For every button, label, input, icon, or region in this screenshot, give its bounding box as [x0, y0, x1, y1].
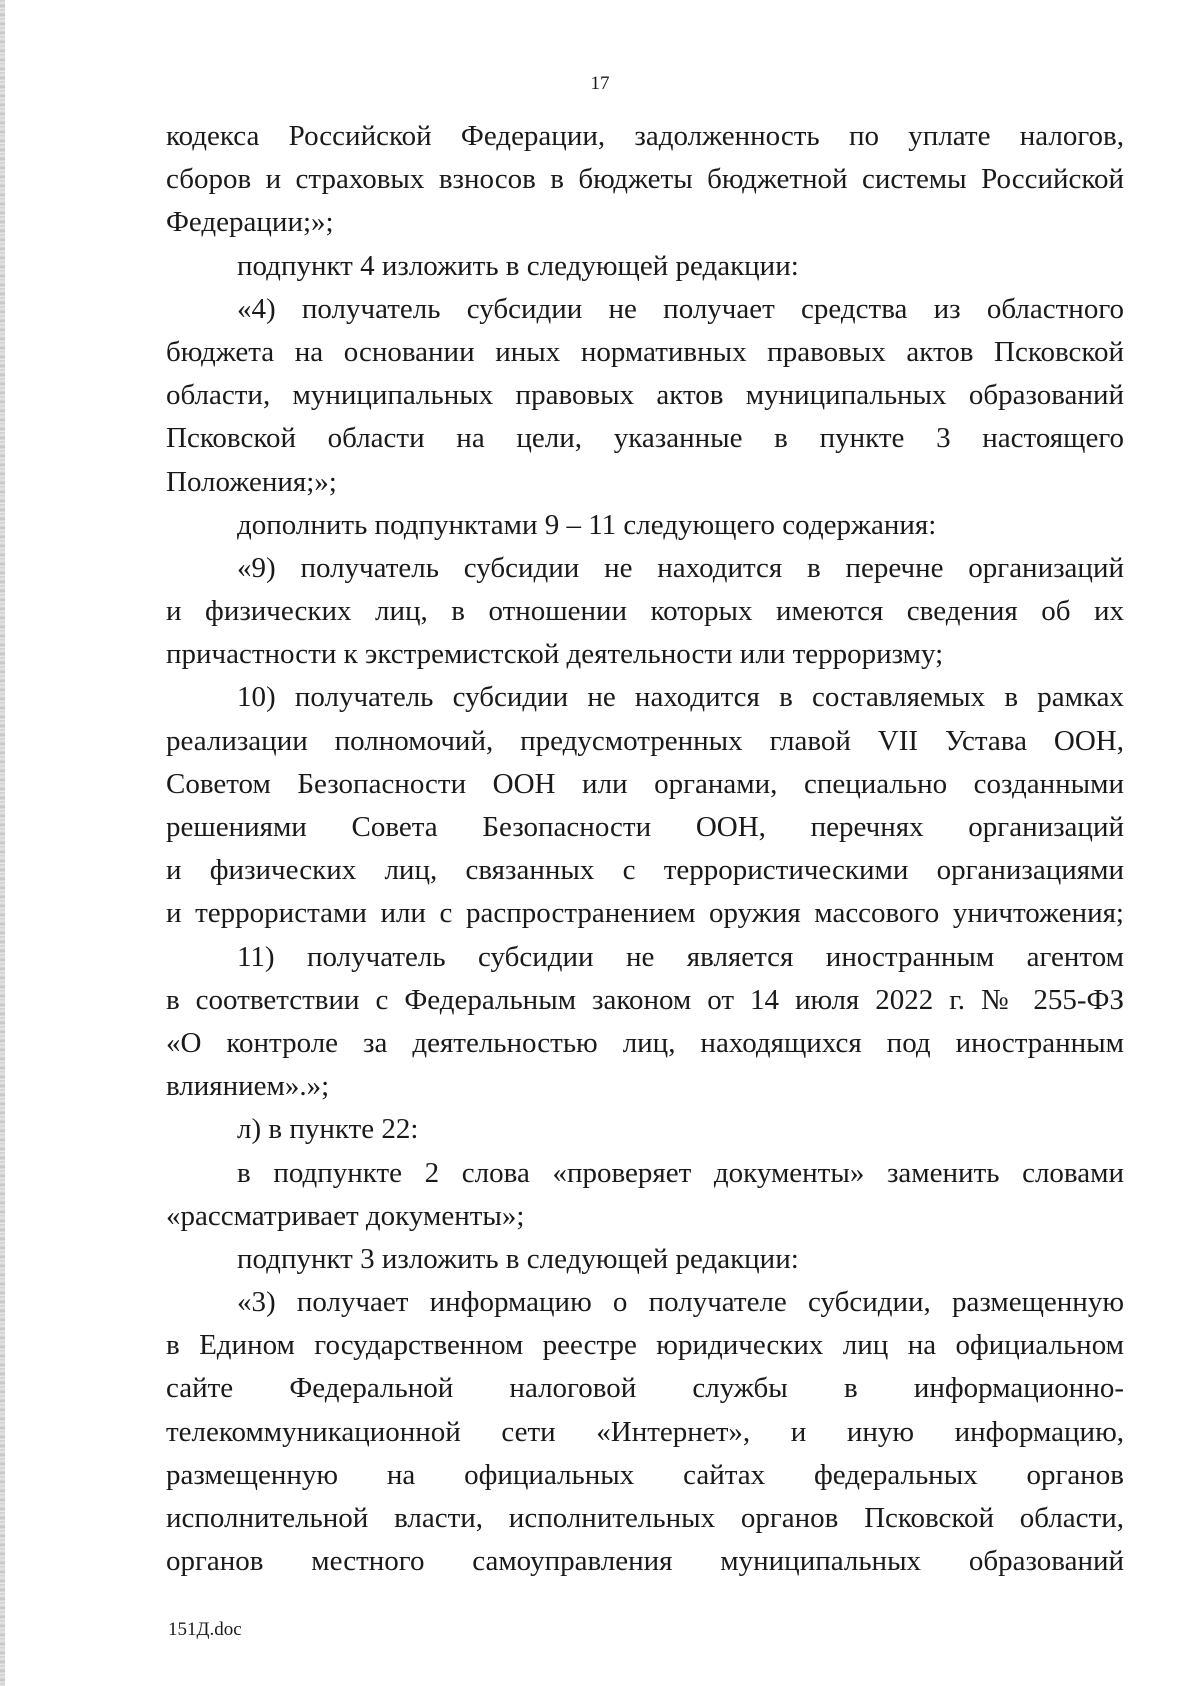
- text-line: «4) получатель субсидии не получает средства из областного: [237, 292, 1124, 325]
- text-line: «9) получатель субсидии не находится в перечне организаций: [237, 551, 1124, 584]
- text-line: телекоммуникационной сети «Интернет», и иную информацию,: [166, 1415, 1124, 1448]
- text-line: в Едином государственном реестре юридических лиц на официальном: [166, 1329, 1124, 1362]
- text-line: подпункт 3 изложить в следующей редакции:: [237, 1242, 799, 1275]
- page-number: 17: [590, 73, 610, 94]
- text-line: и физических лиц, связанных с террористическими организациями: [166, 854, 1124, 887]
- text-line: 10) получатель субсидии не находится в составляемых в рамках: [237, 681, 1124, 714]
- text-line: Псковской области на цели, указанные в пункте 3 настоящего: [166, 422, 1124, 455]
- text-line: «3) получает информацию о получателе субсидии, размещенную: [237, 1286, 1124, 1319]
- text-line: сборов и страховых взносов в бюджеты бюджетной системы Российской: [166, 163, 1124, 196]
- text-line: 11) получатель субсидии не является иностранным агентом: [237, 940, 1124, 973]
- text-line: «рассматривает документы»;: [166, 1199, 525, 1232]
- text-line: в подпункте 2 слова «проверяет документы» заменить словами: [237, 1156, 1124, 1189]
- text-line: причастности к экстремистской деятельности или терроризму;: [166, 638, 944, 671]
- text-line: влиянием».»;: [166, 1070, 330, 1103]
- text-line: исполнительной власти, исполнительных органов Псковской области,: [166, 1502, 1124, 1534]
- scan-edge-artifact: [0, 0, 5, 1686]
- text-line: и террористами или с распространением оружия массового уничтожения;: [166, 897, 1124, 930]
- file-name-footer: 151Д.doc: [168, 1619, 242, 1640]
- text-line: «О контроле за деятельностью лиц, находящихся под иностранным: [166, 1026, 1124, 1059]
- text-line: органов местного самоуправления муниципальных образований: [166, 1545, 1124, 1578]
- text-line: сайте Федеральной налоговой службы в информационно-: [166, 1372, 1124, 1405]
- text-line: размещенную на официальных сайтах федеральных органов: [166, 1458, 1124, 1491]
- text-line: и физических лиц, в отношении которых имеются сведения об их: [166, 595, 1124, 628]
- text-line: Советом Безопасности ООН или органами, специально созданными: [166, 767, 1124, 800]
- text-line: дополнить подпунктами 9 – 11 следующего содержания:: [237, 508, 937, 541]
- document-body: [166, 115, 1124, 1583]
- text-line: бюджета на основании иных нормативных правовых актов Псковской: [166, 335, 1124, 368]
- text-line: Федерации;»;: [166, 206, 334, 239]
- text-line: решениями Совета Безопасности ООН, перечнях организаций: [166, 811, 1124, 843]
- text-line: реализации полномочий, предусмотренных главой VII Устава ООН,: [166, 724, 1124, 757]
- text-line: в соответствии с Федеральным законом от 14 июля 2022 г. № 255-ФЗ: [166, 983, 1124, 1016]
- text-line: Положения;»;: [166, 465, 337, 498]
- text-line: л) в пункте 22:: [237, 1113, 419, 1146]
- text-line: области, муниципальных правовых актов муниципальных образований: [166, 379, 1124, 412]
- text-line: подпункт 4 изложить в следующей редакции:: [237, 249, 799, 282]
- text-line: кодекса Российской Федерации, задолженность по уплате налогов,: [166, 120, 1124, 152]
